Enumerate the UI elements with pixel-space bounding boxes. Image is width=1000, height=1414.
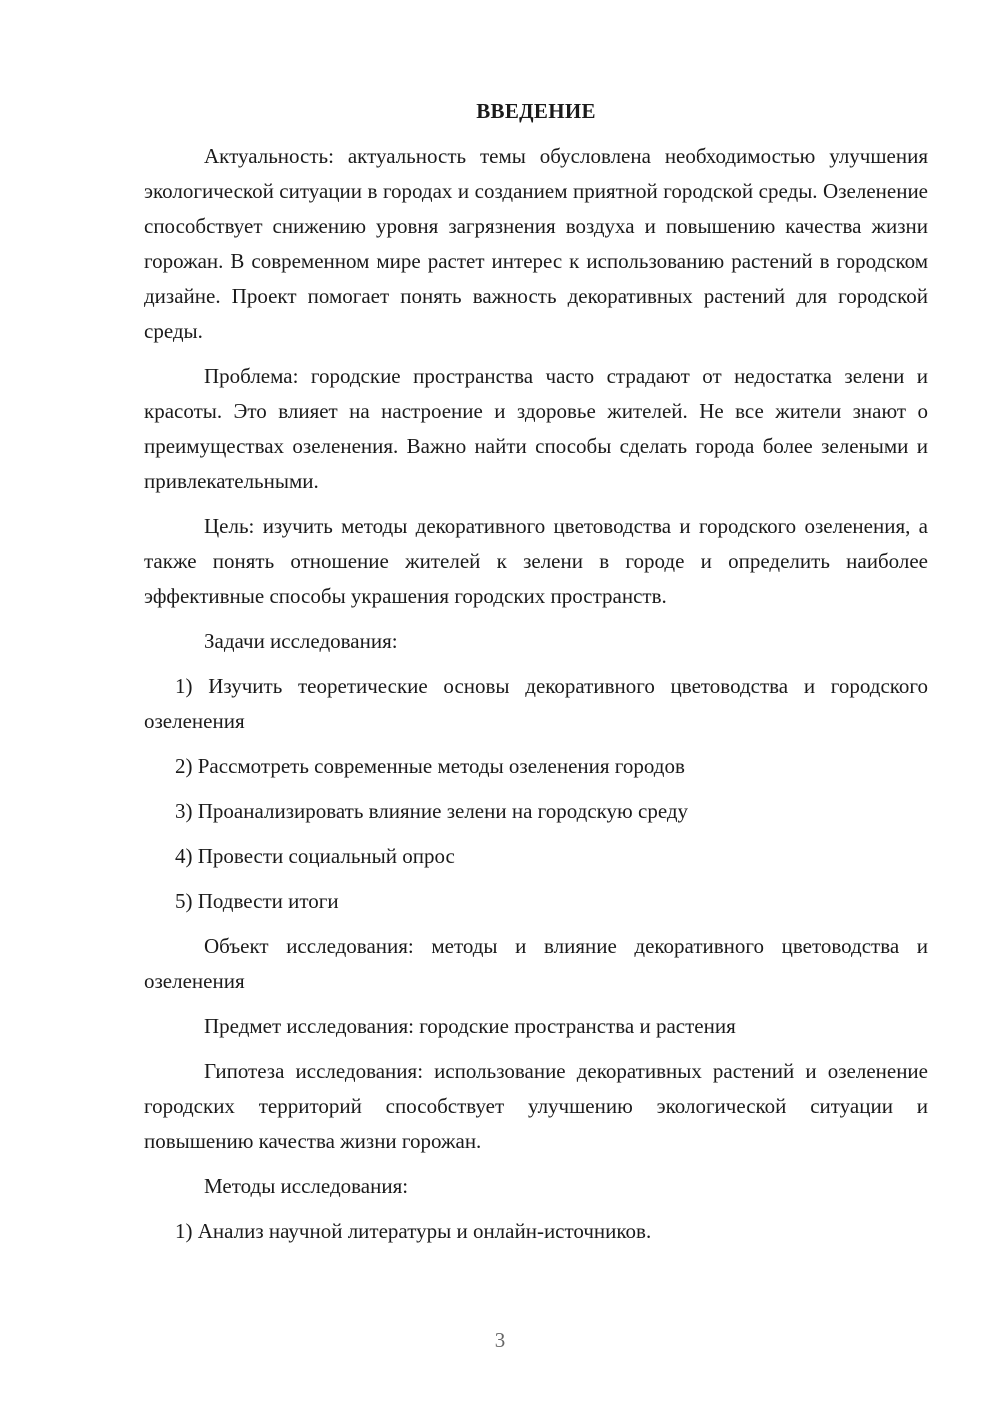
methods-heading: Методы исследования: [204,1174,409,1198]
method-item: 1) Анализ научной литературы и онлайн-источников. [175,1219,652,1243]
goal-paragraph: Цель: изучить методы декоративного цветоводства и городского озеленения, а также понять отношение жителей к зелени в городе и определить наиболее эффективные способы украшения городских пространств. [144,514,928,608]
page-number: 3 [494,1328,506,1352]
hypothesis-paragraph: Гипотеза исследования: использование декоративных растений и озеленение городских территорий способствует улучшению экологической ситуации и повышению качества жизни горожан. [144,1059,928,1153]
task-item: 2) Рассмотреть современные методы озеленения городов [175,754,685,778]
task-item: 5) Подвести итоги [175,889,339,913]
object-paragraph: Объект исследования: методы и влияние декоративного цветоводства и озеленения [144,934,928,993]
task-item: 1) Изучить теоретические основы декоративного цветоводства и городского озеленения [144,674,928,733]
relevance-paragraph: Актуальность: актуальность темы обусловлена необходимостью улучшения экологической ситуации в городах и созданием приятной городской среды. Озеленение способствует снижению уровня загрязнения воздуха и повышению качества жизни горожан. В современном мире растет интерес к использованию растений в городском дизайне. Проект помогает понять важность декоративных растений для городской среды. [144,144,928,343]
page-title: ВВЕДЕНИЕ [476,99,596,123]
subject-paragraph: Предмет исследования: городские пространства и растения [204,1014,736,1038]
task-item: 3) Проанализировать влияние зелени на городскую среду [175,799,689,823]
tasks-heading: Задачи исследования: [204,629,398,653]
problem-paragraph: Проблема: городские пространства часто страдают от недостатка зелени и красоты. Это влияет на настроение и здоровье жителей. Не все жители знают о преимуществах озеленения. Важно найти способы сделать города более зелеными и привлекательными. [144,364,928,493]
task-item: 4) Провести социальный опрос [175,844,455,868]
